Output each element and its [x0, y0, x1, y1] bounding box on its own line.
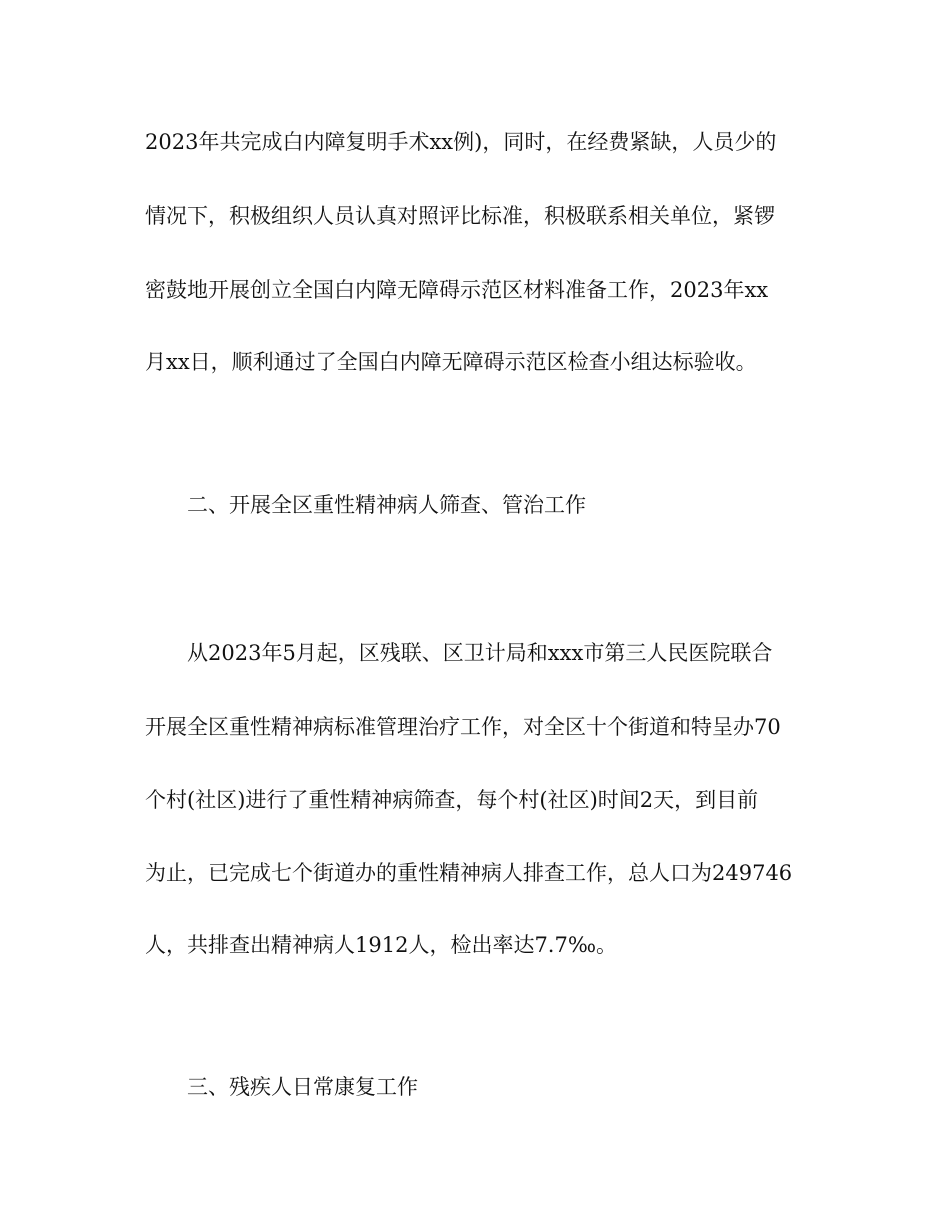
- section-heading: 三、残疾人日常康复工作: [187, 1075, 418, 1099]
- paragraph-line: 密鼓地开展创立全国白内障无障碍示范区材料准备工作，2023年xx: [145, 278, 769, 302]
- paragraph-line: 开展全区重性精神病标准管理治疗工作，对全区十个街道和特呈办70: [145, 715, 781, 739]
- paragraph-line: 个村(社区)进行了重性精神病筛查，每个村(社区)时间2天，到目前: [145, 788, 759, 812]
- paragraph-line: 为止，已完成七个街道办的重性精神病人排查工作，总人口为249746: [145, 861, 793, 885]
- paragraph-line: 月xx日，顺利通过了全国白内障无障碍示范区检查小组达标验收。: [145, 350, 757, 374]
- paragraph-line: 情况下，积极组织人员认真对照评比标准，积极联系相关单位，紧锣: [145, 204, 775, 228]
- paragraph-line: 从2023年5月起，区残联、区卫计局和xxx市第三人民医院联合: [187, 641, 773, 665]
- paragraph-line: 2023年共完成白内障复明手术xx例)，同时，在经费紧缺，人员少的: [145, 130, 777, 154]
- paragraph-line: 人，共排查出精神病人1912人，检出率达7.7‰。: [145, 933, 618, 957]
- section-heading: 二、开展全区重性精神病人筛查、管治工作: [187, 493, 586, 517]
